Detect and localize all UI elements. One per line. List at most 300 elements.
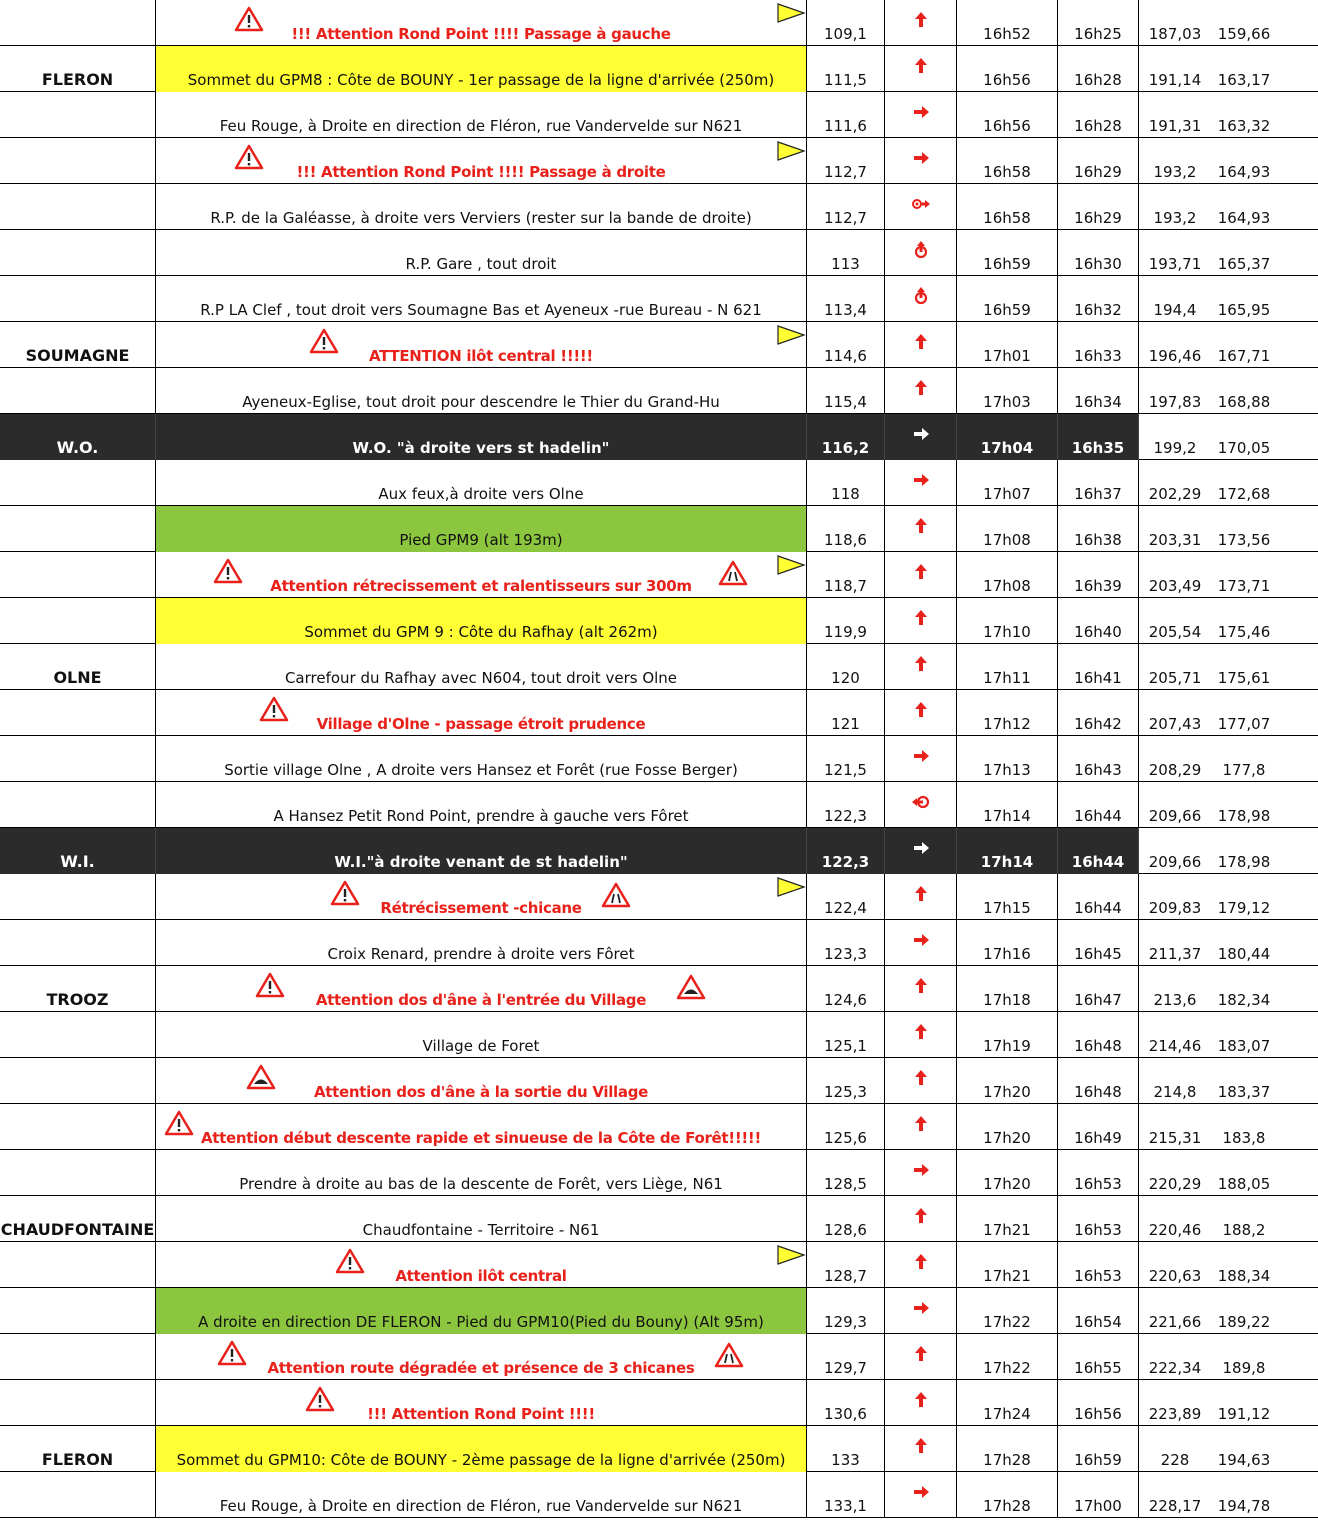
km-cell (807, 736, 885, 782)
instruction-cell (155, 552, 807, 598)
distance-b-cell-text: 188,05 (1217, 1175, 1271, 1193)
yellow-flag-icon (776, 876, 806, 898)
time-fast-cell (957, 920, 1057, 966)
distance-a-cell (1139, 690, 1211, 736)
instruction-cell-text: Sortie village Olne , A droite vers Hansez et Forêt (rue Fosse Berger) (224, 761, 738, 779)
time-slow-cell-text: 16h44 (1074, 807, 1122, 825)
instruction-cell (155, 1012, 807, 1058)
instruction-cell (155, 184, 807, 230)
time-fast-cell-text: 17h08 (983, 577, 1031, 595)
time-fast-cell (957, 276, 1057, 322)
distance-a-cell-text: 214,8 (1153, 1083, 1197, 1101)
distance-a-cell-text: 209,66 (1148, 807, 1202, 825)
distance-a-cell-text: 214,46 (1148, 1037, 1202, 1055)
time-fast-cell-text: 17h12 (983, 715, 1031, 733)
time-slow-cell-text: 16h54 (1074, 1313, 1122, 1331)
direction-cell (885, 506, 957, 552)
distance-a-cell-text: 205,54 (1148, 623, 1202, 641)
distance-a-cell-text: 213,6 (1153, 991, 1197, 1009)
distance-b-cell (1211, 782, 1277, 828)
roadbook-row (0, 1150, 1318, 1196)
distance-a-cell (1139, 1012, 1211, 1058)
time-fast-cell (957, 736, 1057, 782)
km-cell-text: 133 (831, 1451, 860, 1469)
time-slow-cell (1057, 1288, 1139, 1334)
instruction-cell-text: Ayeneux-Eglise, tout droit pour descendre le Thier du Grand-Hu (242, 393, 720, 411)
km-cell-text: 125,3 (824, 1083, 867, 1101)
time-slow-cell-text: 16h37 (1074, 485, 1122, 503)
straight-arrow-icon (911, 654, 931, 674)
instruction-cell (155, 1334, 807, 1380)
distance-b-cell-text: 182,34 (1217, 991, 1271, 1009)
distance-b-cell-text: 178,98 (1217, 807, 1271, 825)
km-cell (807, 1426, 885, 1472)
direction-cell (885, 322, 957, 368)
instruction-cell (155, 598, 807, 644)
time-slow-cell-text: 16h35 (1071, 439, 1125, 457)
roadbook-row (0, 184, 1318, 230)
straight-arrow-icon (911, 378, 931, 398)
distance-b-cell-text: 183,8 (1222, 1129, 1266, 1147)
distance-a-cell (1139, 828, 1211, 874)
km-cell (807, 828, 885, 874)
km-cell-text: 130,6 (824, 1405, 867, 1423)
direction-cell (885, 414, 957, 460)
instruction-cell (155, 828, 807, 874)
direction-cell (885, 368, 957, 414)
instruction-cell-text: Sommet du GPM 9 : Côte du Rafhay (alt 262m) (304, 623, 658, 641)
time-fast-cell-text: 17h24 (983, 1405, 1031, 1423)
warning-triangle-icon (234, 144, 264, 170)
roadbook-row (0, 1196, 1318, 1242)
time-fast-cell-text: 17h11 (983, 669, 1031, 687)
distance-b-cell (1211, 1196, 1277, 1242)
time-slow-cell (1057, 690, 1139, 736)
time-slow-cell-text: 16h49 (1074, 1129, 1122, 1147)
distance-a-cell (1139, 1150, 1211, 1196)
roundabout-straight-arrow-icon (911, 286, 931, 306)
distance-b-cell-text: 191,12 (1217, 1405, 1271, 1423)
time-fast-cell (957, 1150, 1057, 1196)
km-cell-text: 114,6 (824, 347, 867, 365)
location-cell (0, 1058, 155, 1104)
time-fast-cell (957, 828, 1057, 874)
direction-cell (885, 690, 957, 736)
km-cell-text: 122,3 (824, 807, 867, 825)
roadbook-row (0, 1334, 1318, 1380)
km-cell-text: 123,3 (824, 945, 867, 963)
straight-arrow-icon (911, 976, 931, 996)
location-cell (0, 598, 155, 644)
time-fast-cell (957, 1012, 1057, 1058)
instruction-cell-text: Feu Rouge, à Droite en direction de Fléron, rue Vandervelde sur N621 (219, 117, 743, 135)
roadbook-row (0, 1288, 1318, 1334)
time-fast-cell (957, 782, 1057, 828)
km-cell (807, 460, 885, 506)
location-cell (0, 138, 155, 184)
distance-b-cell-text: 177,07 (1217, 715, 1271, 733)
distance-b-cell (1211, 1058, 1277, 1104)
right-arrow-icon (911, 102, 931, 122)
roadbook-row (0, 92, 1318, 138)
distance-b-cell (1211, 920, 1277, 966)
time-slow-cell (1057, 1196, 1139, 1242)
yellow-flag-icon (776, 324, 806, 346)
km-cell (807, 690, 885, 736)
distance-b-cell-text: 164,93 (1217, 209, 1271, 227)
km-cell (807, 1150, 885, 1196)
km-cell (807, 920, 885, 966)
distance-b-cell-text: 194,63 (1217, 1451, 1271, 1469)
time-slow-cell-text: 16h41 (1074, 669, 1122, 687)
direction-cell (885, 1196, 957, 1242)
km-cell-text: 128,5 (824, 1175, 867, 1193)
km-cell-text: 113 (831, 255, 860, 273)
time-slow-cell-text: 16h53 (1074, 1267, 1122, 1285)
location-cell (0, 644, 155, 690)
location-cell (0, 46, 155, 92)
time-fast-cell (957, 1380, 1057, 1426)
instruction-cell-text: !!! Attention Rond Point !!!! Passage à gauche (291, 25, 671, 43)
km-cell-text: 125,1 (824, 1037, 867, 1055)
right-arrow-icon (911, 1482, 931, 1502)
time-fast-cell (957, 966, 1057, 1012)
straight-arrow-icon (911, 1344, 931, 1364)
time-slow-cell-text: 16h33 (1074, 347, 1122, 365)
yellow-flag-icon (776, 554, 806, 576)
direction-cell (885, 1242, 957, 1288)
time-slow-cell (1057, 1426, 1139, 1472)
instruction-cell (155, 506, 807, 552)
location-cell (0, 1426, 155, 1472)
distance-b-cell-text: 183,37 (1217, 1083, 1271, 1101)
instruction-cell (155, 736, 807, 782)
straight-arrow-icon (911, 562, 931, 582)
time-slow-cell (1057, 368, 1139, 414)
distance-a-cell (1139, 92, 1211, 138)
time-fast-cell-text: 17h20 (983, 1083, 1031, 1101)
time-slow-cell (1057, 460, 1139, 506)
time-slow-cell (1057, 644, 1139, 690)
location-cell (0, 92, 155, 138)
time-slow-cell (1057, 1150, 1139, 1196)
distance-b-cell (1211, 690, 1277, 736)
km-cell (807, 322, 885, 368)
time-fast-cell-text: 17h14 (980, 853, 1034, 871)
roadbook-row (0, 138, 1318, 184)
roadbook-row (0, 920, 1318, 966)
instruction-cell-text: A Hansez Petit Rond Point, prendre à gauche vers Fôret (273, 807, 689, 825)
direction-cell (885, 184, 957, 230)
warning-triangle-icon (255, 972, 285, 998)
road-narrows-warning-icon (718, 560, 748, 586)
direction-cell (885, 736, 957, 782)
direction-cell (885, 1104, 957, 1150)
roadbook-row (0, 828, 1318, 874)
time-fast-cell-text: 17h18 (983, 991, 1031, 1009)
time-slow-cell (1057, 506, 1139, 552)
distance-a-cell (1139, 1058, 1211, 1104)
km-cell-text: 116,2 (821, 439, 870, 457)
distance-a-cell (1139, 920, 1211, 966)
right-arrow-icon (911, 838, 931, 858)
km-cell-text: 129,3 (824, 1313, 867, 1331)
distance-b-cell-text: 188,2 (1222, 1221, 1266, 1239)
direction-cell (885, 46, 957, 92)
time-fast-cell (957, 46, 1057, 92)
time-fast-cell (957, 1472, 1057, 1518)
distance-b-cell (1211, 276, 1277, 322)
yellow-flag-icon (776, 2, 806, 24)
instruction-cell-text: Attention début descente rapide et sinueuse de la Côte de Forêt!!!!! (200, 1129, 761, 1147)
distance-b-cell (1211, 1380, 1277, 1426)
time-fast-cell (957, 460, 1057, 506)
time-slow-cell-text: 16h53 (1074, 1175, 1122, 1193)
time-fast-cell (957, 1196, 1057, 1242)
location-cell (0, 690, 155, 736)
km-cell (807, 598, 885, 644)
distance-a-cell-text: 220,63 (1148, 1267, 1202, 1285)
location-cell (0, 1472, 155, 1518)
distance-a-cell-text: 223,89 (1148, 1405, 1202, 1423)
distance-b-cell (1211, 92, 1277, 138)
km-cell-text: 129,7 (824, 1359, 867, 1377)
direction-cell (885, 1150, 957, 1196)
warning-triangle-icon (335, 1248, 365, 1274)
direction-cell (885, 1426, 957, 1472)
location-cell (0, 230, 155, 276)
time-slow-cell (1057, 230, 1139, 276)
instruction-cell (155, 1472, 807, 1518)
km-cell-text: 109,1 (824, 25, 867, 43)
time-fast-cell (957, 322, 1057, 368)
warning-triangle-icon (217, 1340, 247, 1366)
distance-b-cell-text: 159,66 (1217, 25, 1271, 43)
warning-triangle-icon (309, 328, 339, 354)
time-slow-cell (1057, 1334, 1139, 1380)
location-cell (0, 1196, 155, 1242)
instruction-cell-text: Feu Rouge, à Droite en direction de Fléron, rue Vandervelde sur N621 (219, 1497, 743, 1515)
location-cell (0, 1012, 155, 1058)
instruction-cell-text: !!! Attention Rond Point !!!! (367, 1405, 595, 1423)
roadbook-row (0, 966, 1318, 1012)
distance-b-cell (1211, 1104, 1277, 1150)
direction-cell (885, 138, 957, 184)
distance-b-cell-text: 183,07 (1217, 1037, 1271, 1055)
km-cell (807, 1472, 885, 1518)
time-fast-cell (957, 598, 1057, 644)
distance-b-cell (1211, 1472, 1277, 1518)
time-slow-cell-text: 16h43 (1074, 761, 1122, 779)
distance-a-cell (1139, 874, 1211, 920)
roadbook-row (0, 368, 1318, 414)
km-cell (807, 184, 885, 230)
distance-b-cell (1211, 1012, 1277, 1058)
time-slow-cell-text: 16h45 (1074, 945, 1122, 963)
time-slow-cell (1057, 736, 1139, 782)
distance-b-cell-text: 175,61 (1217, 669, 1271, 687)
distance-b-cell-text: 189,22 (1217, 1313, 1271, 1331)
distance-a-cell (1139, 1426, 1211, 1472)
roadbook-row (0, 1380, 1318, 1426)
time-slow-cell-text: 16h34 (1074, 393, 1122, 411)
location-cell (0, 276, 155, 322)
time-slow-cell-text: 16h29 (1074, 209, 1122, 227)
km-cell (807, 92, 885, 138)
time-slow-cell-text: 16h32 (1074, 301, 1122, 319)
straight-arrow-icon (911, 56, 931, 76)
direction-cell (885, 1012, 957, 1058)
distance-a-cell-text: 193,2 (1153, 163, 1197, 181)
km-cell-text: 118 (831, 485, 860, 503)
instruction-cell (155, 966, 807, 1012)
direction-cell (885, 0, 957, 46)
distance-a-cell-text: 191,14 (1148, 71, 1202, 89)
time-fast-cell-text: 16h59 (983, 255, 1031, 273)
location-cell (0, 460, 155, 506)
time-slow-cell-text: 16h44 (1074, 899, 1122, 917)
distance-a-cell (1139, 552, 1211, 598)
direction-cell (885, 920, 957, 966)
distance-a-cell-text: 228,17 (1148, 1497, 1202, 1515)
distance-a-cell-text: 199,2 (1153, 439, 1197, 457)
distance-a-cell-text: 193,2 (1153, 209, 1197, 227)
instruction-cell (155, 138, 807, 184)
time-slow-cell-text: 16h59 (1074, 1451, 1122, 1469)
time-slow-cell (1057, 276, 1139, 322)
instruction-cell-text: Attention dos d'âne à la sortie du Village (313, 1083, 649, 1101)
distance-b-cell (1211, 414, 1277, 460)
location-cell (0, 1150, 155, 1196)
location-cell (0, 322, 155, 368)
location-cell (0, 552, 155, 598)
road-narrows-warning-icon (601, 882, 631, 908)
time-fast-cell (957, 184, 1057, 230)
time-fast-cell (957, 230, 1057, 276)
instruction-cell (155, 1380, 807, 1426)
roadbook-row (0, 782, 1318, 828)
distance-b-cell-text: 179,12 (1217, 899, 1271, 917)
location-cell-text: W.I. (60, 852, 95, 871)
distance-a-cell-text: 207,43 (1148, 715, 1202, 733)
distance-a-cell (1139, 1196, 1211, 1242)
instruction-cell-text: R.P. de la Galéasse, à droite vers Verviers (rester sur la bande de droite) (210, 209, 752, 227)
distance-a-cell-text: 191,31 (1148, 117, 1202, 135)
straight-arrow-icon (911, 1252, 931, 1272)
time-fast-cell-text: 16h56 (983, 71, 1031, 89)
distance-a-cell-text: 209,66 (1148, 853, 1202, 871)
instruction-cell-text: Attention route dégradée et présence de 3 chicanes (267, 1359, 695, 1377)
time-fast-cell-text: 17h01 (983, 347, 1031, 365)
location-cell (0, 1288, 155, 1334)
time-slow-cell-text: 16h56 (1074, 1405, 1122, 1423)
instruction-cell (155, 644, 807, 690)
location-cell (0, 1334, 155, 1380)
time-fast-cell-text: 17h20 (983, 1175, 1031, 1193)
distance-a-cell (1139, 598, 1211, 644)
km-cell (807, 230, 885, 276)
distance-a-cell (1139, 276, 1211, 322)
location-cell (0, 184, 155, 230)
distance-b-cell-text: 163,17 (1217, 71, 1271, 89)
time-slow-cell-text: 16h48 (1074, 1037, 1122, 1055)
instruction-cell-text: Village de Foret (422, 1037, 540, 1055)
km-cell (807, 1380, 885, 1426)
km-cell (807, 1012, 885, 1058)
distance-b-cell (1211, 966, 1277, 1012)
distance-b-cell-text: 180,44 (1217, 945, 1271, 963)
instruction-cell-text: Attention rétrecissement et ralentisseurs sur 300m (270, 577, 692, 595)
distance-b-cell (1211, 552, 1277, 598)
time-slow-cell (1057, 184, 1139, 230)
instruction-cell-text: Pied GPM9 (alt 193m) (399, 531, 563, 549)
time-fast-cell-text: 17h03 (983, 393, 1031, 411)
km-cell (807, 414, 885, 460)
time-fast-cell-text: 17h21 (983, 1267, 1031, 1285)
straight-arrow-icon (911, 1390, 931, 1410)
direction-cell (885, 644, 957, 690)
instruction-cell-text: Aux feux,à droite vers Olne (378, 485, 584, 503)
distance-b-cell-text: 178,98 (1217, 853, 1271, 871)
time-slow-cell-text: 16h38 (1074, 531, 1122, 549)
right-arrow-icon (911, 1298, 931, 1318)
instruction-cell (155, 690, 807, 736)
location-cell-text: CHAUDFONTAINE (0, 1220, 155, 1239)
km-cell-text: 125,6 (824, 1129, 867, 1147)
instruction-cell (155, 782, 807, 828)
warning-triangle-icon (259, 696, 289, 722)
instruction-cell-text: R.P LA Clef , tout droit vers Soumagne Bas et Ayeneux -rue Bureau - N 621 (200, 301, 762, 319)
time-fast-cell-text: 17h19 (983, 1037, 1031, 1055)
km-cell (807, 552, 885, 598)
time-slow-cell-text: 16h53 (1074, 1221, 1122, 1239)
time-fast-cell-text: 17h14 (983, 807, 1031, 825)
distance-b-cell (1211, 0, 1277, 46)
time-fast-cell (957, 92, 1057, 138)
distance-a-cell (1139, 1242, 1211, 1288)
right-arrow-icon (911, 930, 931, 950)
distance-b-cell-text: 168,88 (1217, 393, 1271, 411)
instruction-cell (155, 1196, 807, 1242)
distance-b-cell (1211, 1288, 1277, 1334)
distance-b-cell-text: 194,78 (1217, 1497, 1271, 1515)
time-fast-cell (957, 552, 1057, 598)
km-cell-text: 111,5 (824, 71, 867, 89)
location-cell-text: W.O. (56, 438, 99, 457)
instruction-cell (155, 1288, 807, 1334)
straight-arrow-icon (911, 1022, 931, 1042)
instruction-cell-text: Prendre à droite au bas de la descente de Forêt, vers Liège, N61 (239, 1175, 723, 1193)
time-slow-cell (1057, 1242, 1139, 1288)
km-cell (807, 1288, 885, 1334)
instruction-cell (155, 874, 807, 920)
km-cell (807, 46, 885, 92)
distance-a-cell (1139, 0, 1211, 46)
time-fast-cell-text: 16h52 (983, 25, 1031, 43)
distance-b-cell-text: 188,34 (1217, 1267, 1271, 1285)
direction-cell (885, 230, 957, 276)
right-arrow-icon (911, 424, 931, 444)
km-cell-text: 128,6 (824, 1221, 867, 1239)
time-fast-cell (957, 414, 1057, 460)
warning-triangle-icon (330, 880, 360, 906)
instruction-cell (155, 1104, 807, 1150)
km-cell-text: 128,7 (824, 1267, 867, 1285)
right-arrow-icon (911, 470, 931, 490)
km-cell (807, 782, 885, 828)
location-cell (0, 828, 155, 874)
km-cell (807, 1242, 885, 1288)
